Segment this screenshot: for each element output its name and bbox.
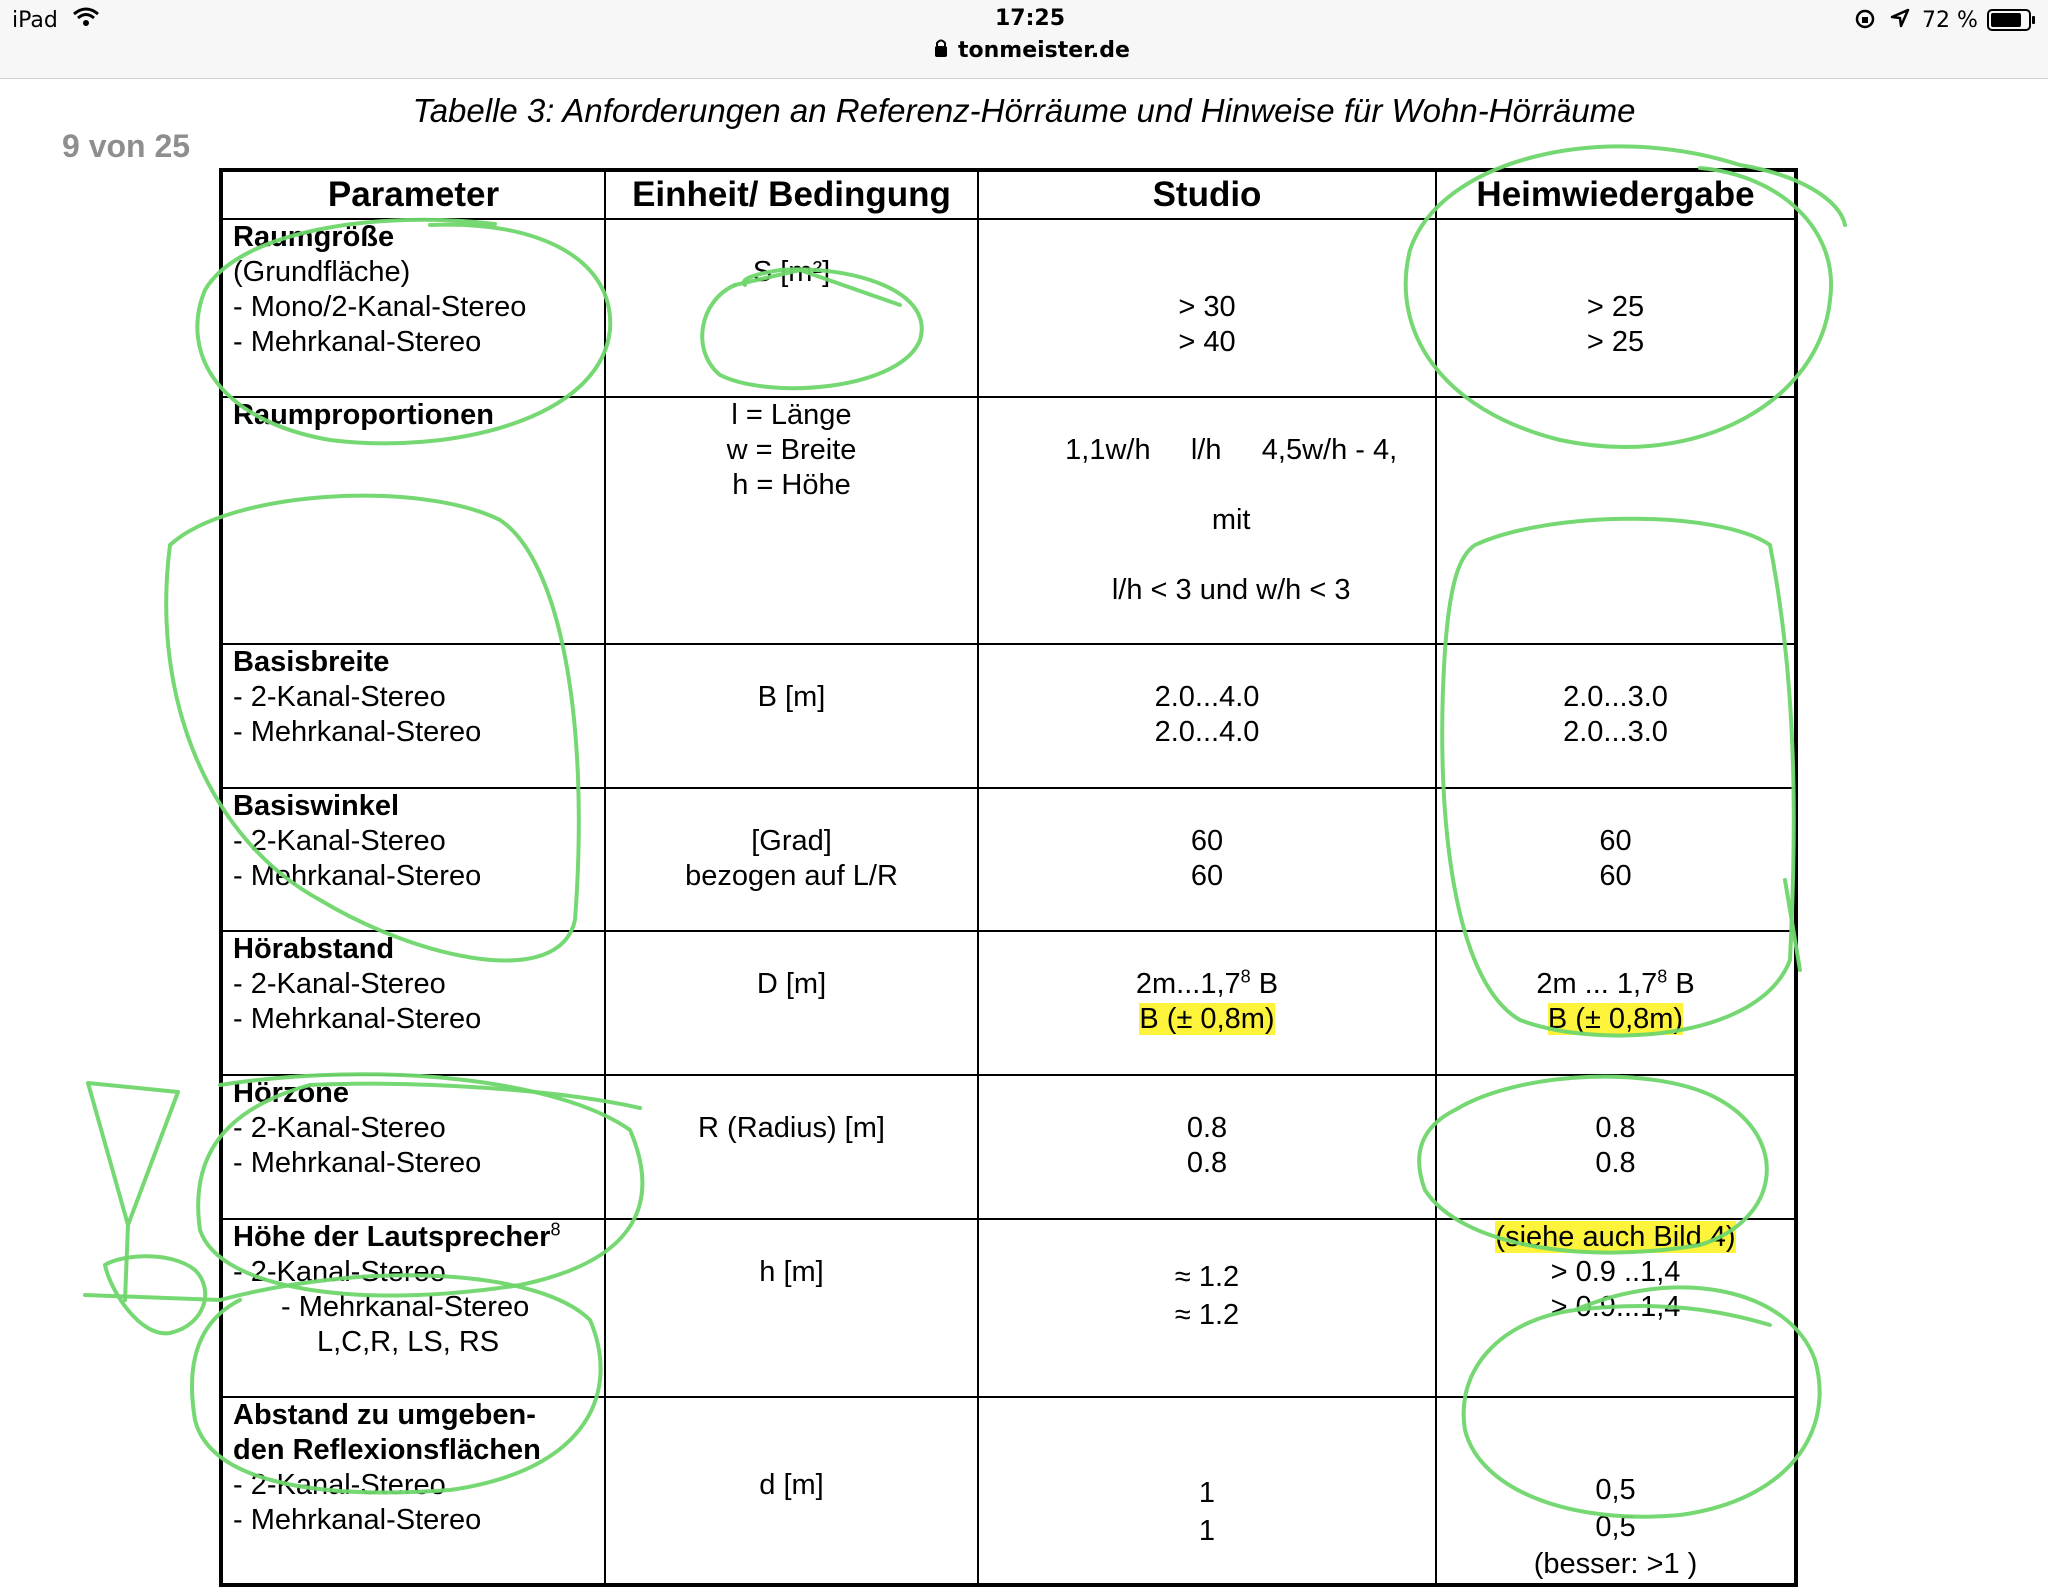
clock: 17:25 — [995, 6, 1066, 31]
unit-cell — [605, 1397, 978, 1585]
param-cell — [221, 219, 605, 397]
lock-icon — [933, 38, 949, 64]
unit-cell — [605, 219, 978, 397]
unit-cell — [605, 1219, 978, 1397]
studio-line: > 30 — [1178, 291, 1236, 323]
param-line: - 2-Kanal-Stereo — [233, 1469, 446, 1501]
table-row — [221, 1219, 1796, 1397]
studio-line: 1 — [1198, 1515, 1216, 1547]
home-cell — [1436, 219, 1796, 397]
table-header-row — [221, 170, 1796, 219]
home-line: 0,5 — [1595, 1511, 1636, 1543]
home-line: 2m ... 1,7 — [1536, 968, 1658, 1000]
table-title: Tabelle 3: Anforderungen an Referenz-Hörräume und Hinweise für Wohn-Hörräume — [412, 92, 1636, 129]
home-line: 2.0...3.0 — [1563, 716, 1668, 748]
param-line: - Mehrkanal-Stereo — [233, 1003, 482, 1035]
unit-line: h [m] — [759, 1256, 824, 1288]
studio-line: 0.8 — [1186, 1112, 1228, 1144]
param-cell — [221, 397, 605, 644]
home-line: > 25 — [1586, 291, 1645, 323]
home-line: 2.0...3.0 — [1563, 681, 1668, 713]
rotation-lock-icon — [1854, 8, 1876, 36]
home-line: 0.8 — [1595, 1147, 1636, 1179]
home-line: > 0.9 ..1,4 — [1550, 1256, 1681, 1288]
param-line: - Mehrkanal-Stereo — [233, 716, 482, 748]
param-cell — [221, 644, 605, 788]
param-title: Abstand zu umgeben- — [233, 1399, 536, 1431]
param-line: - 2-Kanal-Stereo — [233, 681, 446, 713]
studio-line: 2.0...4.0 — [1154, 716, 1260, 748]
battery-icon — [1987, 8, 2037, 38]
table-row — [221, 931, 1796, 1075]
unit-cell — [605, 644, 978, 788]
header-studio: Studio — [978, 170, 1436, 219]
table-row — [221, 644, 1796, 788]
highlighted-note: (siehe auch Bild 4) — [1495, 1221, 1736, 1253]
home-line: (besser: >1 ) — [1533, 1548, 1698, 1580]
studio-cell — [978, 219, 1436, 397]
studio-line: l/h < 3 und w/h < 3 — [1111, 574, 1351, 606]
home-line: 0,5 — [1595, 1474, 1636, 1506]
header-parameter: Parameter — [221, 170, 605, 219]
studio-line: 2m...1,7 — [1135, 968, 1241, 1000]
footnote-mark: 8 — [1240, 966, 1251, 987]
studio-line: B — [1258, 968, 1279, 1000]
table-row — [221, 1397, 1796, 1585]
unit-cell — [605, 397, 978, 644]
table-row — [221, 788, 1796, 931]
highlighted-value: B (± 0,8m) — [1139, 1003, 1275, 1035]
home-line: 0.8 — [1595, 1112, 1636, 1144]
unit-cell — [605, 931, 978, 1075]
param-cell — [221, 1219, 605, 1397]
home-cell — [1436, 1075, 1796, 1219]
studio-cell — [978, 644, 1436, 788]
studio-cell — [978, 1397, 1436, 1585]
home-cell — [1436, 1219, 1796, 1397]
header-home: Heimwiedergabe — [1436, 170, 1796, 219]
footnote-mark: 8 — [550, 1219, 561, 1240]
table-row — [221, 397, 1796, 644]
studio-cell — [978, 397, 1436, 644]
param-title: Basiswinkel — [233, 790, 400, 822]
home-line: B — [1675, 968, 1695, 1000]
param-title: Hörzone — [233, 1077, 349, 1109]
param-line: - Mehrkanal-Stereo — [233, 860, 482, 892]
param-line: - 2-Kanal-Stereo — [233, 1112, 446, 1144]
status-bar — [0, 0, 2048, 79]
unit-line: R (Radius) [m] — [698, 1112, 885, 1144]
location-icon — [1890, 8, 1910, 34]
param-cell — [221, 931, 605, 1075]
param-line: - Mono/2-Kanal-Stereo — [233, 291, 527, 323]
param-line: - Mehrkanal-Stereo — [281, 1291, 530, 1323]
home-line: 60 — [1599, 825, 1632, 857]
requirements-table — [219, 168, 1798, 1587]
page-counter: 9 von 25 — [62, 128, 191, 164]
param-title: Raumgröße — [233, 221, 395, 253]
studio-line: 1,1w/h l/h 4,5w/h - 4, — [1065, 434, 1398, 466]
unit-line: bezogen auf L/R — [685, 860, 898, 892]
param-title: Raumproportionen — [233, 399, 494, 431]
highlighted-value: B (± 0,8m) — [1547, 1003, 1684, 1035]
home-line: 60 — [1599, 860, 1632, 892]
wifi-icon — [72, 6, 100, 34]
param-line: L,C,R, LS, RS — [317, 1326, 500, 1358]
param-line: - 2-Kanal-Stereo — [233, 825, 446, 857]
unit-line: l = Länge — [731, 399, 852, 431]
unit-line: h = Höhe — [732, 469, 851, 501]
studio-cell — [978, 931, 1436, 1075]
studio-cell — [978, 788, 1436, 931]
param-cell — [221, 788, 605, 931]
studio-line: > 40 — [1178, 326, 1236, 358]
home-cell — [1436, 397, 1796, 644]
home-cell — [1436, 788, 1796, 931]
home-cell — [1436, 644, 1796, 788]
param-title: den Reflexionsflächen — [233, 1434, 541, 1466]
studio-line: ≈ 1.2 — [1174, 1299, 1240, 1331]
param-line: - Mehrkanal-Stereo — [233, 1147, 482, 1179]
home-cell — [1436, 931, 1796, 1075]
param-title: Basisbreite — [233, 646, 390, 678]
footnote-mark: 8 — [1657, 966, 1668, 987]
param-line: (Grundfläche) — [233, 256, 411, 288]
unit-line: w = Breite — [726, 434, 857, 466]
studio-line: 2.0...4.0 — [1154, 681, 1260, 713]
table-row — [221, 219, 1796, 397]
unit-cell — [605, 788, 978, 931]
studio-line: 60 — [1190, 825, 1224, 857]
battery-percent: 72 % — [1922, 8, 1978, 33]
studio-line: 1 — [1198, 1477, 1216, 1509]
param-line: - Mehrkanal-Stereo — [233, 1504, 482, 1536]
unit-line: d [m] — [759, 1469, 824, 1501]
url-label[interactable]: tonmeister.de — [958, 38, 1130, 63]
param-line: - 2-Kanal-Stereo — [233, 1256, 446, 1288]
param-title: Hörabstand — [233, 933, 395, 965]
param-cell — [221, 1075, 605, 1219]
unit-line: S [m²] — [752, 256, 831, 288]
studio-cell — [978, 1219, 1436, 1397]
home-cell — [1436, 1397, 1796, 1585]
device-label: iPad — [12, 8, 58, 33]
unit-cell — [605, 1075, 978, 1219]
param-line: - Mehrkanal-Stereo — [233, 326, 482, 358]
studio-line: 0.8 — [1186, 1147, 1228, 1179]
table-row — [221, 1075, 1796, 1219]
home-line: > 25 — [1586, 326, 1645, 358]
home-line: > 0.9...1,4 — [1550, 1291, 1681, 1323]
param-line: - 2-Kanal-Stereo — [233, 968, 446, 1000]
studio-line: 60 — [1190, 860, 1224, 892]
studio-line: ≈ 1.2 — [1174, 1261, 1240, 1293]
unit-line: D [m] — [756, 968, 827, 1000]
unit-line: [Grad] — [751, 825, 832, 857]
header-unit: Einheit/ Bedingung — [605, 170, 978, 219]
param-title: Höhe der Lautsprecher — [233, 1221, 551, 1253]
studio-line: mit — [1211, 504, 1251, 536]
param-cell — [221, 1397, 605, 1585]
studio-cell — [978, 1075, 1436, 1219]
unit-line: B [m] — [757, 681, 826, 713]
